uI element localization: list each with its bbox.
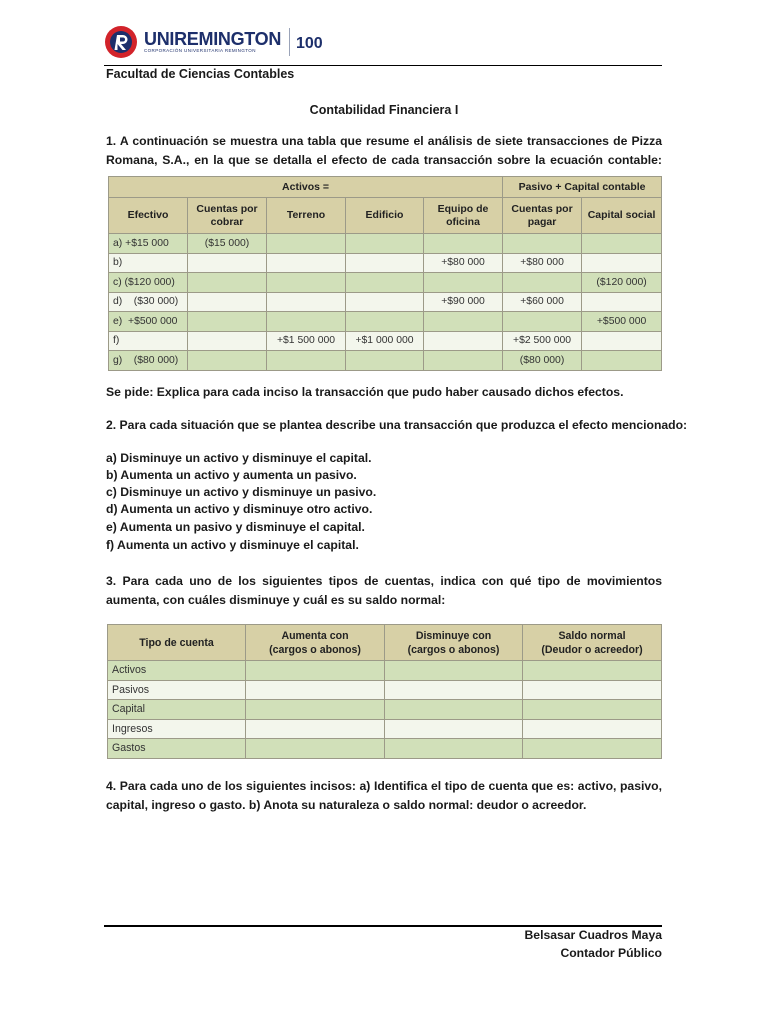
col-header-aumenta-con: Aumenta con (cargos o abonos) [246, 625, 385, 661]
table-cell: f) [109, 331, 188, 351]
question-1-text: 1. A continuación se muestra una tabla que resume el análisis de siete transacciones de Pizza Romana, S.A., en la que se detalla el efecto de cada transacción sobre la ecuación contable: [106, 134, 662, 167]
table-cell: +$90 000 [424, 292, 503, 312]
table-cell [424, 312, 503, 332]
account-type-label: Activos [108, 661, 246, 681]
table-cell [267, 351, 346, 371]
account-type-label: Ingresos [108, 719, 246, 739]
question-1-request: Se pide: Explica para cada inciso la transacción que pudo haber causado dichos efectos. [106, 385, 624, 399]
question-3-text: 3. Para cada uno de los siguientes tipos de cuentas, indica con qué tipo de movimientos aumenta, con cuáles disminuye y cuál es su saldo normal: [106, 574, 662, 607]
answer-cell[interactable] [385, 739, 523, 759]
table-cell [346, 312, 424, 332]
table-cell: g) ($80 000) [109, 351, 188, 371]
answer-cell[interactable] [523, 719, 662, 739]
answer-cell[interactable] [523, 700, 662, 720]
header-rule [104, 65, 662, 66]
table-cell: ($120 000) [582, 273, 662, 293]
table-row [109, 292, 662, 312]
signature-title: Contador Público [560, 946, 662, 960]
answer-cell[interactable] [246, 700, 385, 720]
table-cell [503, 273, 582, 293]
table-cell: +$500 000 [582, 312, 662, 332]
answer-cell[interactable] [246, 719, 385, 739]
table-cell [424, 351, 503, 371]
transactions-table [108, 176, 662, 371]
table-cell [582, 292, 662, 312]
table-cell [188, 312, 267, 332]
table-cell [346, 351, 424, 371]
list-item: f) Aumenta un activo y disminuye el capital. [106, 538, 359, 552]
answer-cell[interactable] [246, 661, 385, 681]
anniversary-number: 100 [296, 35, 323, 52]
table-row [109, 312, 662, 332]
footer-rule [104, 925, 662, 927]
table-cell [267, 253, 346, 273]
col-header-saldo-normal: Saldo normal (Deudor o acreedor) [523, 625, 662, 661]
table-row [108, 680, 662, 700]
answer-cell[interactable] [246, 739, 385, 759]
table-cell: +$1 500 000 [267, 331, 346, 351]
table-cell [424, 273, 503, 293]
account-type-label: Capital [108, 700, 246, 720]
anniversary-100-icon [296, 32, 328, 52]
course-title: Contabilidad Financiera I [309, 103, 459, 117]
table-cell [424, 331, 503, 351]
table-row [109, 273, 662, 293]
table-cell: ($80 000) [503, 351, 582, 371]
table-row [108, 700, 662, 720]
account-types-table [107, 624, 662, 759]
table-row [108, 719, 662, 739]
answer-cell[interactable] [246, 680, 385, 700]
table-cell: +$2 500 000 [503, 331, 582, 351]
list-item: d) Aumenta un activo y disminuye otro activo. [106, 502, 373, 516]
col-header-tipo-de-cuenta: Tipo de cuenta [108, 625, 246, 661]
answer-cell[interactable] [385, 661, 523, 681]
answer-cell[interactable] [385, 680, 523, 700]
table-cell [267, 234, 346, 254]
table-cell [346, 292, 424, 312]
assets-group-header: Activos = [109, 177, 503, 198]
liabilities-equity-group-header: Pasivo + Capital contable [503, 177, 662, 198]
uniremington-logo-icon [104, 25, 138, 59]
table-row [108, 739, 662, 759]
question-2-text: 2. Para cada situación que se plantea describe una transacción que produzca el efecto mencionado: [106, 418, 688, 432]
brand-name: UNIREMINGTON [144, 29, 282, 49]
table-cell [188, 351, 267, 371]
col-header-terreno: Terreno [267, 198, 346, 234]
logo-divider [289, 28, 290, 56]
table-cell [188, 331, 267, 351]
table-cell [346, 234, 424, 254]
table-cell [424, 234, 503, 254]
university-logo [104, 24, 328, 60]
table-row [108, 661, 662, 681]
table-cell: d) ($30 000) [109, 292, 188, 312]
table-row [109, 331, 662, 351]
table-cell [267, 292, 346, 312]
col-header-edificio: Edificio [346, 198, 424, 234]
answer-cell[interactable] [523, 739, 662, 759]
table-cell [582, 351, 662, 371]
answer-cell[interactable] [385, 719, 523, 739]
answer-cell[interactable] [385, 700, 523, 720]
table-cell [503, 312, 582, 332]
faculty-name: Facultad de Ciencias Contables [106, 67, 295, 81]
table-cell: +$80 000 [424, 253, 503, 273]
table-row [109, 351, 662, 371]
table-cell [188, 273, 267, 293]
list-item: a) Disminuye un activo y disminuye el capital. [106, 451, 372, 465]
answer-cell[interactable] [523, 661, 662, 681]
table-cell [188, 253, 267, 273]
list-item: c) Disminuye un activo y disminuye un pasivo. [106, 485, 377, 499]
table-cell: +$60 000 [503, 292, 582, 312]
col-header-equipo-de-oficina: Equipo de oficina [424, 198, 503, 234]
col-header-cuentas-por-cobrar: Cuentas por cobrar [188, 198, 267, 234]
table-cell: +$1 000 000 [346, 331, 424, 351]
table-cell [582, 234, 662, 254]
table-cell: e) +$500 000 [109, 312, 188, 332]
table-cell [346, 273, 424, 293]
col-header-disminuye-con: Disminuye con (cargos o abonos) [385, 625, 523, 661]
signature-name: Belsasar Cuadros Maya [524, 928, 662, 942]
table-cell: ($15 000) [188, 234, 267, 254]
table-cell: c) ($120 000) [109, 273, 188, 293]
table-cell [582, 253, 662, 273]
col-header-cuentas-por-pagar: Cuentas por pagar [503, 198, 582, 234]
col-header-capital-social: Capital social [582, 198, 662, 234]
table-cell [267, 273, 346, 293]
answer-cell[interactable] [523, 680, 662, 700]
table-cell [267, 312, 346, 332]
table-cell: a) +$15 000 [109, 234, 188, 254]
table-row [109, 234, 662, 254]
col-header-efectivo: Efectivo [109, 198, 188, 234]
table-cell [582, 331, 662, 351]
table-cell [346, 253, 424, 273]
table-cell: b) [109, 253, 188, 273]
list-item: e) Aumenta un pasivo y disminuye el capital. [106, 520, 365, 534]
question-4-text: 4. Para cada uno de los siguientes incisos: a) Identifica el tipo de cuenta que es: activo, pasivo, capital, ingreso o gasto. b) Anota su naturaleza o saldo normal: deudor o acreedor. [106, 779, 662, 812]
account-type-label: Pasivos [108, 680, 246, 700]
list-item: b) Aumenta un activo y aumenta un pasivo. [106, 468, 357, 482]
table-cell [503, 234, 582, 254]
account-type-label: Gastos [108, 739, 246, 759]
brand-subtitle: CORPORACIÓN UNIVERSITARIA REMINGTON [144, 48, 256, 53]
table-row [109, 253, 662, 273]
table-cell [188, 292, 267, 312]
table-cell: +$80 000 [503, 253, 582, 273]
